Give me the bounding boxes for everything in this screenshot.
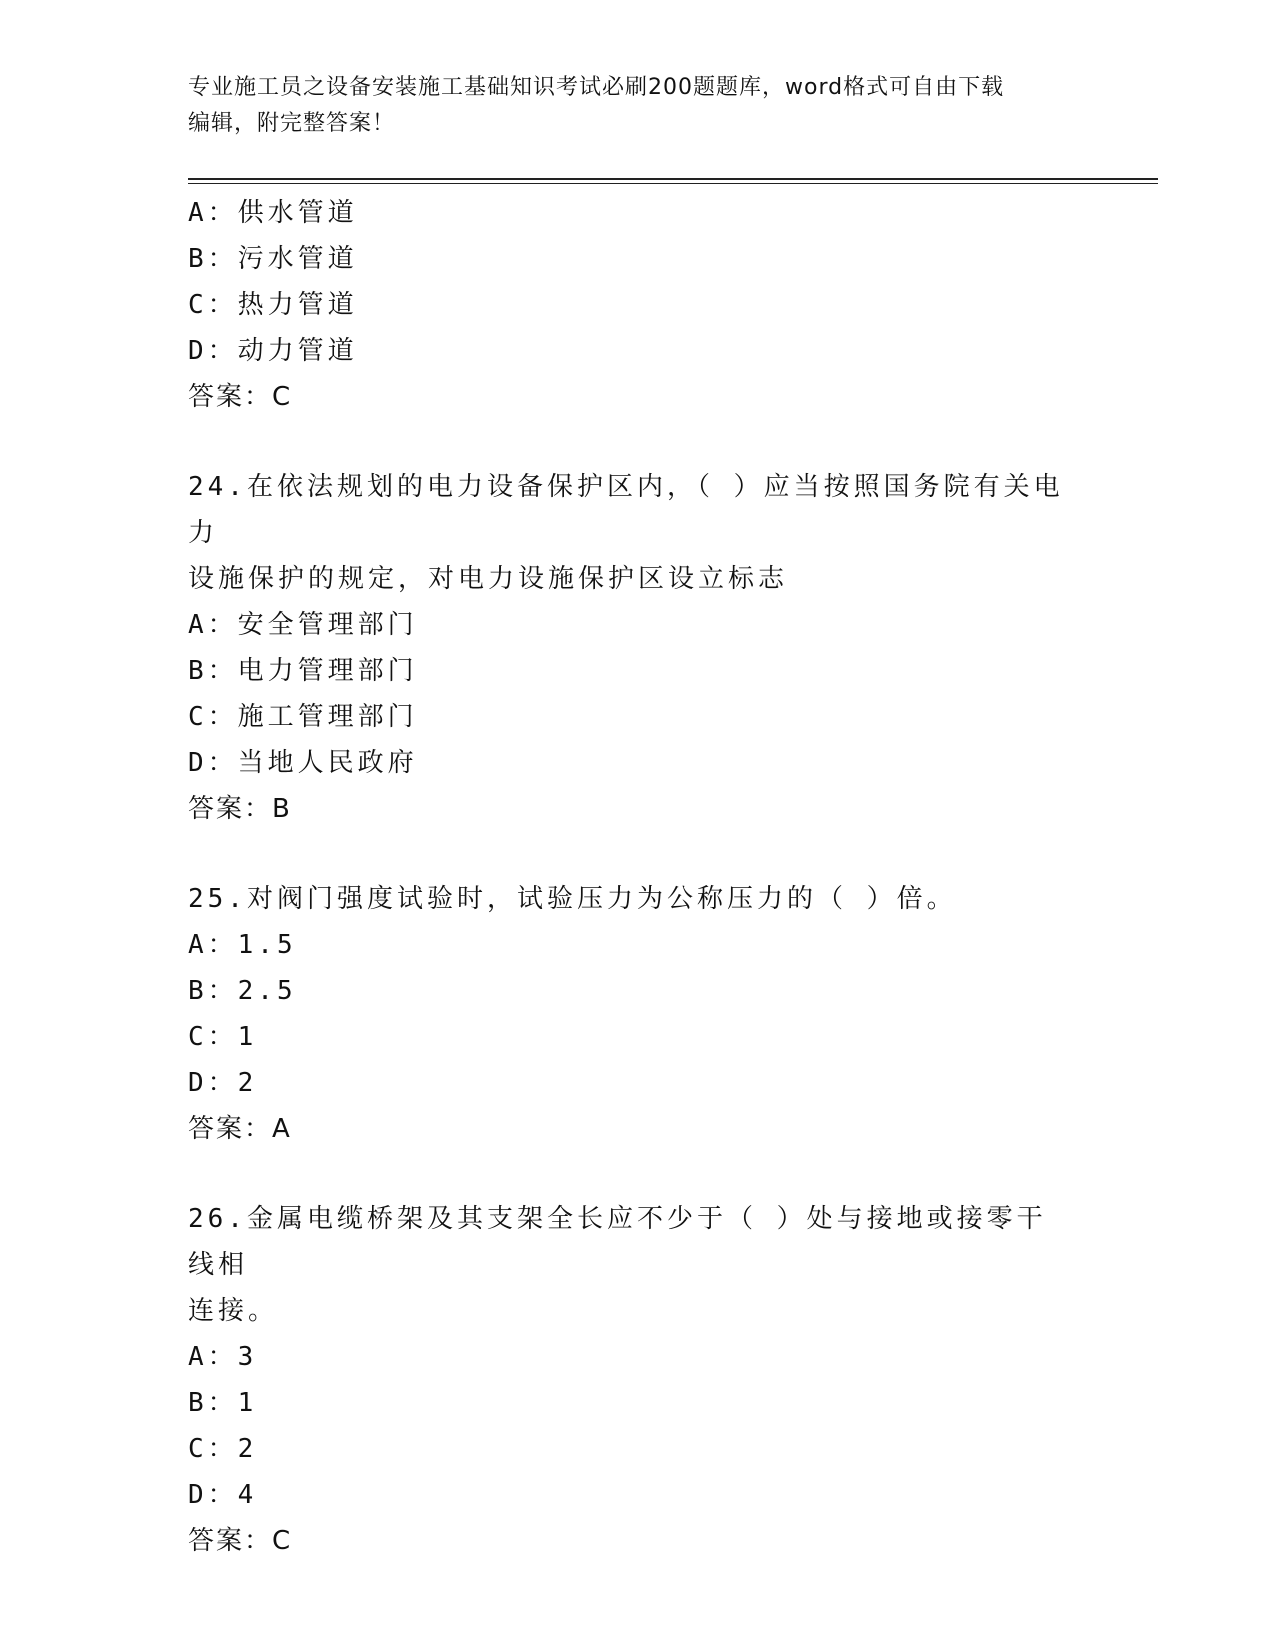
answer-line: 答案：B xyxy=(188,794,292,824)
option-a: A：供水管道 xyxy=(188,198,358,228)
option-c: C：2 xyxy=(188,1434,258,1464)
option-b: B：1 xyxy=(188,1388,258,1418)
option-d: D：当地人民政府 xyxy=(188,748,418,778)
option-a: A：安全管理部门 xyxy=(188,610,418,640)
question-26 xyxy=(188,1196,1068,1564)
option-c: C：1 xyxy=(188,1022,258,1052)
question-25 xyxy=(188,876,1068,1152)
question-spacer xyxy=(188,1152,1068,1196)
option-d: D：4 xyxy=(188,1480,258,1510)
question-23 xyxy=(188,190,1068,420)
document-header xyxy=(188,70,1068,142)
option-a: A：1.5 xyxy=(188,930,297,960)
option-c: C：施工管理部门 xyxy=(188,702,418,732)
option-a: A：3 xyxy=(188,1342,258,1372)
answer-line: 答案：A xyxy=(188,1114,292,1144)
header-divider-thin xyxy=(188,183,1158,184)
answer-line: 答案：C xyxy=(188,1526,293,1556)
question-spacer xyxy=(188,420,1068,464)
question-24 xyxy=(188,464,1068,832)
question-text-line-1: 26.金属电缆桥架及其支架全长应不少于（ ）处与接地或接零干线相 xyxy=(188,1204,1047,1280)
option-d: D：2 xyxy=(188,1068,258,1098)
option-d: D：动力管道 xyxy=(188,336,358,366)
question-text-line-1: 25.对阀门强度试验时，试验压力为公称压力的（ ）倍。 xyxy=(188,884,957,914)
header-title-line-2: 编辑，附完整答案！ xyxy=(188,111,396,136)
question-text-line-2: 连接。 xyxy=(188,1296,279,1326)
header-title-line-1: 专业施工员之设备安装施工基础知识考试必刷200题题库，word格式可自由下载 xyxy=(188,75,1005,100)
option-b: B：污水管道 xyxy=(188,244,358,274)
question-list xyxy=(188,190,1068,1564)
option-b: B：2.5 xyxy=(188,976,297,1006)
answer-line: 答案：C xyxy=(188,382,293,412)
header-divider-thick xyxy=(188,178,1158,180)
option-b: B：电力管理部门 xyxy=(188,656,418,686)
question-text-line-1: 24.在依法规划的电力设备保护区内，（ ）应当按照国务院有关电力 xyxy=(188,472,1064,548)
option-c: C：热力管道 xyxy=(188,290,358,320)
question-text-line-2: 设施保护的规定，对电力设施保护区设立标志 xyxy=(188,564,789,594)
question-spacer xyxy=(188,832,1068,876)
